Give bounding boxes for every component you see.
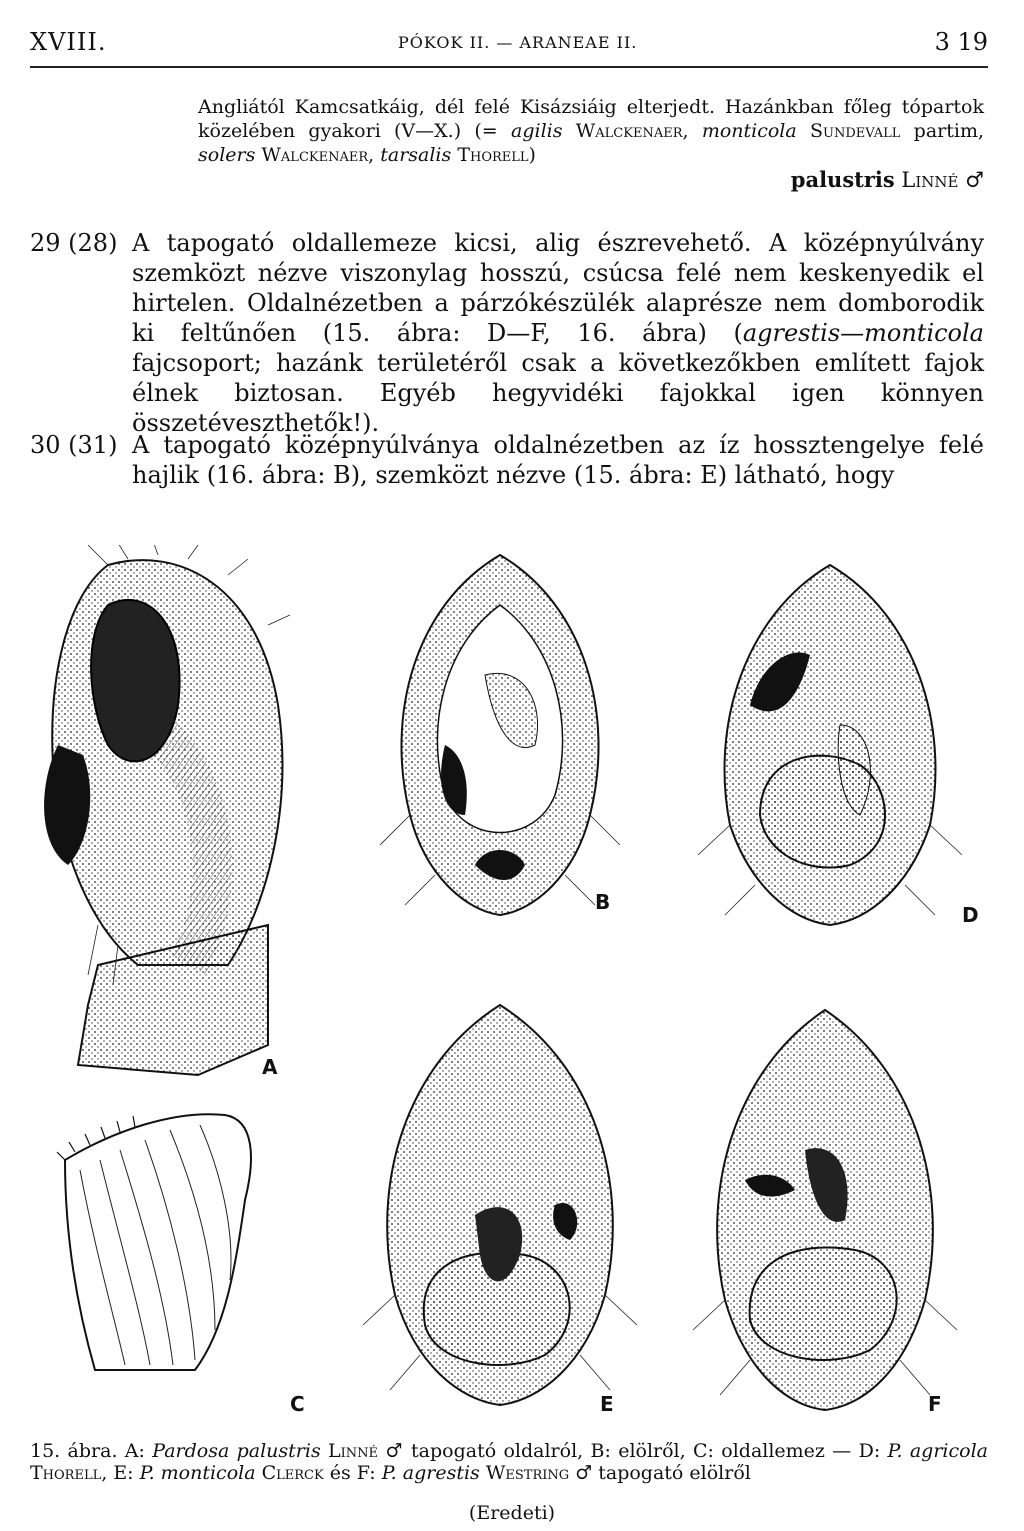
caption-origin: (Eredeti) <box>468 1502 556 1524</box>
caption-author: Linné <box>328 1440 379 1462</box>
figure-label-a: A <box>262 1055 278 1079</box>
author-thorell: Thorell) <box>457 144 536 166</box>
caption-species: P. agrestis <box>381 1462 480 1484</box>
caption-species: P. monticola <box>139 1462 256 1484</box>
intro-paragraph: Angliától Kamcsatkáig, dél felé Kisázsiáig elterjedt. Hazánkban főleg tópartok közelében gyakori (V—X.) (= agilis Walckenaer, monticola Sundevall partim, solers Walckenaer, tarsalis Thorell) <box>198 96 984 166</box>
caption-species: Pardosa palustris <box>152 1440 321 1462</box>
author-walckenaer: Walckenaer <box>575 120 683 142</box>
couplet-text: A tapogató középnyúlványa oldalnézetben az íz hossztengelye felé hajlik (16. ábra: B), szemközt nézve (15. ábra: E) látható, hogy <box>132 431 984 489</box>
couplet-number: 30 (31) <box>30 431 118 459</box>
caption-author: Clerck <box>261 1462 324 1484</box>
running-title: PÓKOK II. — ARANEAE II. <box>398 33 638 52</box>
synonym-monticola: monticola <box>701 120 797 142</box>
chapter-number: XVIII. <box>30 28 107 56</box>
header-rule <box>30 66 988 68</box>
figure-label-f: F <box>928 1392 942 1416</box>
couplet-number: 29 (28) <box>30 229 118 257</box>
intro-text: Angliától Kamcsatkáig, dél felé Kisázsiáig elterjedt. Hazánkban főleg tópartok közelében gyakori (V—X.) (= <box>198 96 984 142</box>
figure-d-palp-front <box>690 555 970 935</box>
caption-species: P. agricola <box>887 1440 988 1462</box>
page-number: 3 19 <box>934 28 988 56</box>
figure-label-d: D <box>962 903 979 927</box>
key-couplet-30 <box>30 430 984 490</box>
synonym-agilis: agilis <box>511 120 563 142</box>
figure-label-c: C <box>290 1392 305 1416</box>
species-heading <box>791 167 984 192</box>
male-symbol: ♂ <box>965 168 984 192</box>
figure-caption: 15. ábra. A: Pardosa palustris Linné ♂ tapogató oldalról, B: elölről, C: oldallemez — D: P. agricola Thorell, E: P. monticola Clerck és F: P. agrestis Westring ♂ tapogató elölről <box>30 1440 988 1484</box>
author-walckenaer-2: Walckenaer <box>261 144 369 166</box>
figure-label-b: B <box>595 890 611 914</box>
species-name: palustris <box>790 167 895 192</box>
figure-f-palp-front <box>685 1000 965 1420</box>
running-header <box>30 28 988 58</box>
species-author: Linné <box>901 168 959 192</box>
species-group: agrestis—monticola <box>742 319 984 347</box>
author-sundevall: Sundevall <box>809 120 901 142</box>
figure-e-palp-front <box>355 995 645 1415</box>
synonym-solers: solers <box>198 144 256 166</box>
synonym-tarsalis: tarsalis <box>380 144 452 166</box>
figure-label-e: E <box>600 1392 614 1416</box>
caption-author: Westring <box>485 1462 570 1484</box>
figure-c-lateral-plate <box>55 1100 285 1380</box>
figure-b-palp-front <box>375 545 625 925</box>
key-couplet-29 <box>30 228 984 438</box>
couplet-text: A tapogató oldallemeze kicsi, alig észrevehető. A középnyúlvány szemközt nézve viszonylag hosszú, csúcsa felé nem keskenyedik el hirtelen. Oldalnézetben a párzókészülék alaprésze nem domborodik ki feltűnően (15. ábra: D—F, 16. ábra) (agrestis—monticola fajcsoport; hazánk területéről csak a következőkben említett fajok élnek biztosan. Egyéb hegyvidéki fajokkal igen könnyen összetéveszthetők!). <box>132 229 984 437</box>
caption-author: Thorell, <box>30 1462 108 1484</box>
figure-a-palp-lateral <box>28 545 318 1085</box>
intro-partim: partim, <box>913 120 984 142</box>
